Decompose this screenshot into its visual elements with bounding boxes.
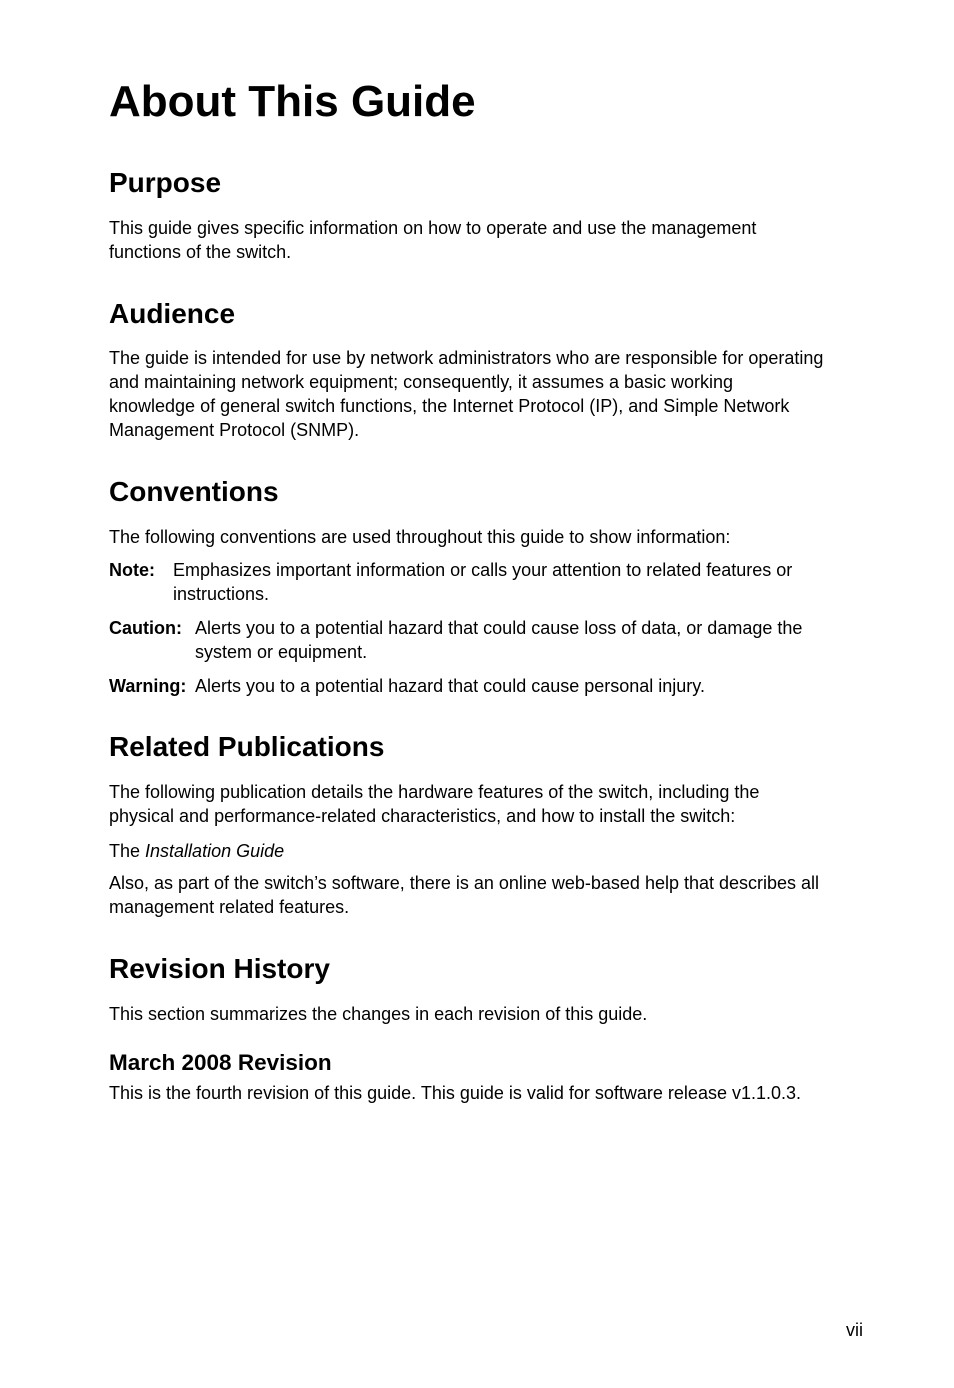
warning-text: Alerts you to a potential hazard that could cause personal injury. [195, 676, 705, 696]
purpose-heading: Purpose [109, 167, 222, 198]
conventions-heading: Conventions [109, 476, 279, 507]
revision-history-heading: Revision History [109, 953, 330, 984]
caution-line-2: system or equipment. [195, 642, 368, 662]
note-term: Note: [109, 560, 155, 580]
audience-line-2: and maintaining network equipment; consequently, it assumes a basic working [109, 372, 734, 392]
caution-term: Caution: [109, 618, 182, 638]
audience-heading: Audience [109, 298, 236, 329]
audience-line-3: knowledge of general switch functions, the Internet Protocol (IP), and Simple Network [109, 396, 790, 416]
purpose-line-1: This guide gives specific information on how to operate and use the management [109, 218, 757, 238]
audience-line-4: Management Protocol (SNMP). [109, 420, 360, 440]
purpose-line-2: functions of the switch. [109, 242, 292, 262]
note-line-2: instructions. [173, 584, 270, 604]
revision-text: This is the fourth revision of this guide. This guide is valid for software release v1.1.0.3. [109, 1083, 802, 1103]
related-line-1: The following publication details the hardware features of the switch, including the [109, 782, 760, 802]
warning-term: Warning: [109, 676, 187, 696]
related-publications-heading: Related Publications [109, 731, 385, 762]
related-line-2: physical and performance-related characteristics, and how to install the switch: [109, 806, 736, 826]
conventions-intro: The following conventions are used throughout this guide to show information: [109, 527, 731, 547]
caution-line-1: Alerts you to a potential hazard that could cause loss of data, or damage the [195, 618, 803, 638]
publication-prefix: The [109, 841, 146, 861]
note-line-1: Emphasizes important information or calls your attention to related features or [173, 560, 793, 580]
revision-intro: This section summarizes the changes in each revision of this guide. [109, 1004, 648, 1024]
publication-title: Installation Guide [145, 841, 285, 861]
revision-subheading: March 2008 Revision [109, 1050, 332, 1075]
page-number: vii [846, 1320, 863, 1340]
related-also-line-2: management related features. [109, 897, 350, 917]
audience-line-1: The guide is intended for use by network administrators who are responsible for operating [109, 348, 824, 368]
page-title: About This Guide [109, 77, 476, 126]
related-also-line-1: Also, as part of the switch’s software, there is an online web-based help that describes all [109, 873, 820, 893]
publication-entry [109, 839, 869, 863]
